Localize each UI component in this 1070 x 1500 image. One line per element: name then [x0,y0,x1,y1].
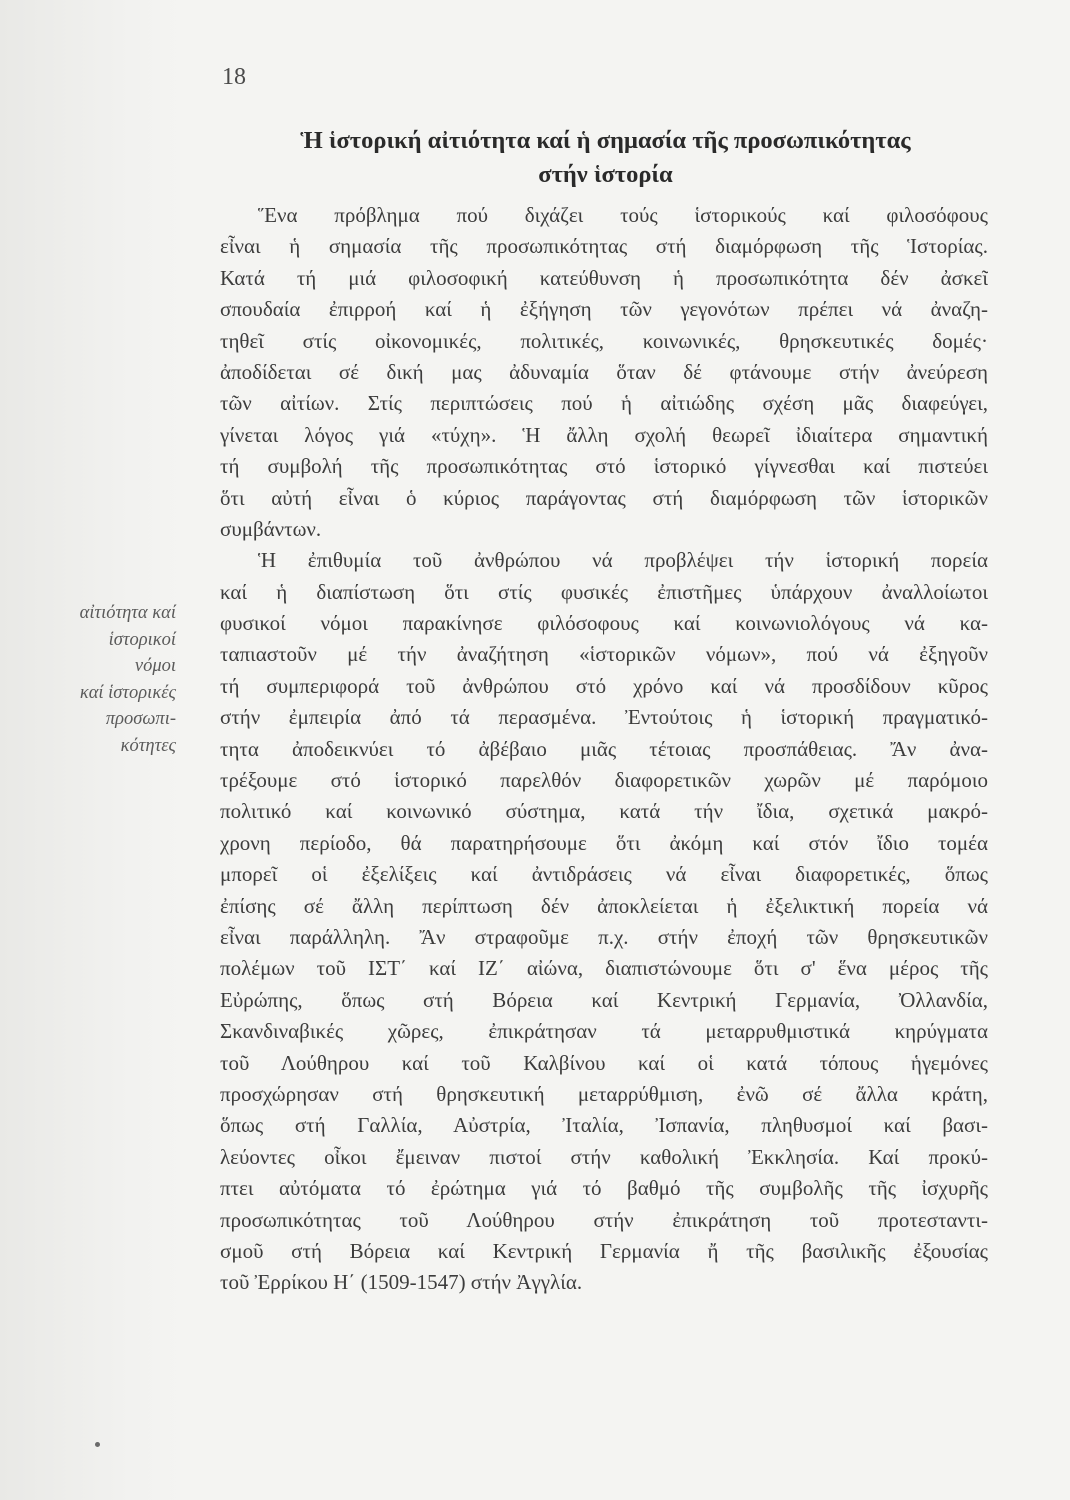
paragraph-2 [220,545,988,1298]
text-line: τῶν αἰτίων. Στίς περιπτώσεις πού ἡ αἰτιώδης σχέση μᾶς διαφεύγει, [220,391,988,416]
text-line: πτει αὐτόματα τό ἐρώτημα γιά τό βαθμό τῆς συμβολῆς τῆς ἰσχυρῆς [220,1176,988,1201]
text-line: Ἡ ἐπιθυμία τοῦ ἀνθρώπου νά προβλέψει τήν ἱστορική πορεία [258,548,988,573]
paragraph-1 [220,200,988,545]
text-line: συμβάντων. [220,516,322,541]
text-line: σπουδαία ἐπιρροή καί ἡ ἐξήγηση τῶν γεγονότων πρέπει νά ἀναζη- [220,297,988,322]
text-line: ὅπως στή Γαλλία, Αὐστρία, Ἰταλία, Ἰσπανία, πληθυσμοί καί βασι- [220,1113,988,1138]
text-line: ὅτι αὐτή εἶναι ὁ κύριος παράγοντας στή διαμόρφωση τῶν ἱστορικῶν [220,485,988,510]
text-line: Εὐρώπης, ὅπως στή Βόρεια καί Κεντρική Γερμανία, Ὀλλανδία, [220,987,988,1012]
margin-note-line: προσωπι- [105,709,176,729]
text-line: τοῦ Λούθηρου καί τοῦ Καλβίνου καί οἱ κατά τόπους ἡγεμόνες [220,1050,988,1075]
text-line: τοῦ Ἐρρίκου Η΄ (1509-1547) στήν Ἀγγλία. [220,1270,583,1295]
text-line: εἶναι παράλληλη. Ἄν στραφοῦμε π.χ. στήν ἐποχή τῶν θρησκευτικῶν [220,924,988,949]
text-line: γίνεται λόγος γιά «τύχη». Ἡ ἄλλη σχολή θεωρεῖ ἰδιαίτερα σημαντική [220,422,988,447]
text-line: τή συμπεριφορά τοῦ ἀνθρώπου στό χρόνο καί νά προσδίδουν κῦρος [220,673,988,698]
text-line: σμοῦ στή Βόρεια καί Κεντρική Γερμανία ἤ τῆς βασιλικῆς ἐξουσίας [220,1238,988,1263]
margin-note-line: ἱστορικοί [108,629,176,650]
text-line: τή συμβολή τῆς προσωπικότητας στό ἱστορικό γίγνεσθαι καί πιστεύει [220,454,988,479]
text-line: χρονη περίοδο, θά παρατηρήσουμε ὅτι ἀκόμη καί στόν ἴδιο τομέα [220,830,988,855]
margin-note [28,600,176,759]
text-line: καί ἡ διαπίστωση ὅτι στίς φυσικές ἐπιστῆμες ὑπάρχουν ἀναλλοίωτοι [220,579,988,604]
text-line: Ἕνα πρόβλημα πού διχάζει τούς ἱστορικούς καί φιλοσόφους [258,203,988,227]
text-line: προσχώρησαν στή θρησκευτική μεταρρύθμιση, ἐνῶ σέ ἄλλα κράτη, [220,1081,988,1106]
text-line: μπορεῖ οἱ ἐξελίξεις καί ἀντιδράσεις νά εἶναι διαφορετικές, ὅπως [220,862,988,887]
print-speck [95,1442,100,1447]
margin-note-line: νόμοι [134,656,176,676]
margin-note-line: αἰτιότητα καί [79,603,176,623]
text-line: ἐπίσης σέ ἄλλη περίπτωση δέν ἀποκλείεται ἡ ἐξελικτική πορεία νά [220,893,988,918]
margin-note-line: καί ἱστορικές [79,682,176,703]
text-line: ἀποδίδεται σέ δική μας ἀδυναμία ὅταν δέ φτάνουμε στήν ἀνεύρεση [220,359,988,384]
text-line: τρέξουμε στό ἱστορικό παρελθόν διαφορετικῶν χωρῶν μέ παρόμοιο [220,768,988,793]
text-line: φυσικοί νόμοι παρακίνησε φιλόσοφους καί κοινωνιολόγους νά κα- [220,611,988,636]
text-line: εἶναι ἡ σημασία τῆς προσωπικότητας στή διαμόρφωση τῆς Ἱστορίας. [220,234,988,259]
section-title-line-2: στήν ἱστορία [538,161,673,188]
body-text [220,200,988,1299]
margin-note-line: κότητες [120,735,176,756]
text-line: Σκανδιναβικές χῶρες, ἐπικράτησαν τά μεταρρυθμιστικά κηρύγματα [220,1019,988,1044]
text-line: στήν ἐμπειρία ἀπό τά περασμένα. Ἐντούτοις ἡ ἱστορική πραγματικό- [220,705,988,730]
text-line: λεύοντες οἶκοι ἔμειναν πιστοί στήν καθολική Ἐκκλησία. Καί προκύ- [220,1144,988,1169]
text-line: πολιτικό καί κοινωνικό σύστημα, κατά τήν ἴδια, σχετικά μακρό- [220,799,988,824]
page-number: 18 [222,64,246,90]
text-line: τητα ἀποδεικνύει τό ἀβέβαιο μιᾶς τέτοιας προσπάθειας. Ἄν ἀνα- [220,736,988,761]
text-line: τηθεῖ στίς οἰκονομικές, πολιτικές, κοινωνικές, θρησκευτικές δομές· [220,328,988,353]
section-title [218,124,993,192]
text-line: προσωπικότητας τοῦ Λούθηρου στήν ἐπικράτηση τοῦ προτεσταντι- [220,1207,988,1232]
text-line: Κατά τή μιά φιλοσοφική κατεύθυνση ἡ προσωπικότητα δέν ἀσκεῖ [220,265,988,290]
text-line: πολέμων τοῦ ΙΣΤ΄ καί ΙΖ΄ αἰώνα, διαπιστώνουμε ὅτι σ' ἕνα μέρος τῆς [220,956,988,981]
text-line: ταπιαστοῦν μέ τήν ἀναζήτηση «ἱστορικῶν νόμων», πού νά ἐξηγοῦν [220,642,988,667]
section-title-line-1: Ἡ ἱστορική αἰτιότητα καί ἡ σημασία τῆς προσωπικότητας [300,127,911,154]
